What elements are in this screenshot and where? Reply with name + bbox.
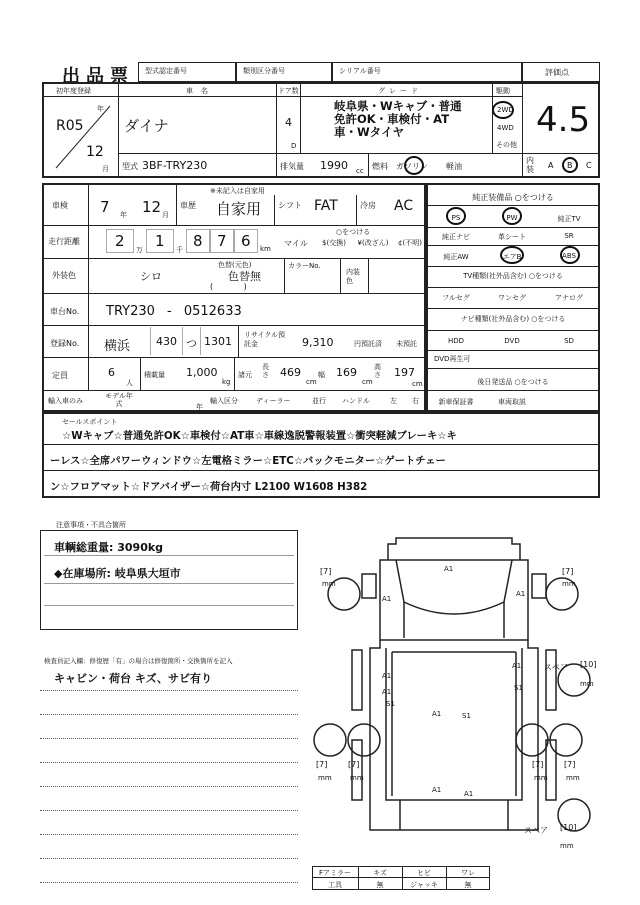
history-label: 車歴 bbox=[180, 201, 196, 210]
equip-ps-circle bbox=[446, 207, 466, 225]
model-year-label: モデル年式 bbox=[105, 392, 133, 408]
mileage-km: km bbox=[260, 245, 271, 253]
recycle-paid: 円預託済 bbox=[354, 340, 382, 348]
tv-full: フルセグ bbox=[442, 294, 470, 302]
recycle-value: 9,310 bbox=[302, 336, 334, 349]
fuel-circle bbox=[404, 156, 424, 175]
length-label: 長さ bbox=[262, 363, 269, 379]
load-value: 1,000 bbox=[186, 366, 218, 379]
tire-rr1-mm: mm bbox=[534, 774, 548, 782]
name-label: 車名 bbox=[186, 87, 216, 95]
doors-value: 4 bbox=[285, 116, 292, 129]
handle-label: ハンドル bbox=[342, 397, 370, 405]
history-note: ※未記入は自家用 bbox=[210, 187, 265, 195]
tire-rl2-mm: mm bbox=[350, 774, 364, 782]
tv-title: TV種類(社外品含む) ○をつける bbox=[463, 272, 563, 280]
spare-value-2: [10] bbox=[560, 823, 577, 832]
spare-mm-1: mm bbox=[580, 680, 594, 688]
spare-value-1: [10] bbox=[580, 660, 597, 669]
capacity-unit: 人 bbox=[126, 379, 133, 387]
equip-aw: 純正AW bbox=[443, 253, 469, 261]
dealer-option: ディーラー bbox=[256, 397, 291, 405]
exterior-color-label: 外装色 bbox=[52, 271, 76, 280]
height-unit: cm bbox=[412, 380, 423, 388]
tire-rl1-value: [7] bbox=[316, 760, 328, 769]
class-box bbox=[236, 62, 332, 82]
score-label: 評価点 bbox=[545, 68, 569, 77]
shaken-year-unit: 年 bbox=[120, 211, 127, 219]
width-value: 169 bbox=[336, 366, 357, 379]
equip-airbag: エアB bbox=[502, 253, 522, 261]
tire-rl2-value: [7] bbox=[348, 760, 360, 769]
after-warranty: 新車保証書 bbox=[438, 398, 474, 406]
drive-2wd: 2WD bbox=[497, 106, 514, 114]
serial-label: シリアル番号 bbox=[339, 67, 381, 75]
chassis-value: TRY230 - 0512633 bbox=[106, 304, 242, 319]
first-reg-year-unit: 年 bbox=[97, 105, 104, 113]
mileage-digit-5: 6 bbox=[241, 232, 251, 250]
shaken-label: 車検 bbox=[52, 201, 68, 210]
mark-a1-front-left: A1 bbox=[382, 595, 392, 603]
vehicle-name: ダイナ bbox=[124, 117, 169, 135]
equip-leather: 革シート bbox=[498, 233, 526, 241]
mark-a1-rear: A1 bbox=[432, 786, 442, 794]
exterior-color-value: シロ bbox=[140, 270, 162, 283]
light-oil-label: 軽油 bbox=[446, 162, 462, 171]
after-manual: 車両取説 bbox=[498, 398, 526, 406]
fuel-label: 燃料 bbox=[372, 162, 388, 171]
legend-v3: ジャッキ bbox=[410, 881, 438, 889]
load-label: 積載量 bbox=[144, 371, 165, 379]
reg-kana: つ bbox=[186, 337, 197, 350]
interior-label: 内装 bbox=[526, 156, 534, 174]
interior-grade-b: B bbox=[567, 161, 573, 170]
score-header bbox=[522, 62, 600, 82]
displacement-unit: cc bbox=[356, 167, 364, 175]
tire-rr2-value: [7] bbox=[564, 760, 576, 769]
mileage-circle-note: ○をつける bbox=[336, 228, 371, 236]
drive-other: その他 bbox=[496, 141, 517, 149]
height-value: 197 bbox=[394, 366, 415, 379]
doors-label: ドア数 bbox=[278, 87, 299, 95]
first-reg-month: 12 bbox=[86, 144, 104, 160]
class-label: 類別区分番号 bbox=[243, 67, 285, 75]
tire-fl-value: [7] bbox=[320, 567, 332, 576]
mark-s1-right: S1 bbox=[514, 684, 523, 692]
handle-right: 右 bbox=[412, 397, 419, 405]
mileage-opt-unknown: ¢(不明) bbox=[398, 239, 422, 247]
notes-location: ◆在庫場所: 岐阜県大垣市 bbox=[54, 567, 181, 580]
history-value: 自家用 bbox=[216, 200, 262, 218]
navi-dvd: DVD bbox=[504, 337, 520, 345]
interior-grade-c: C bbox=[586, 161, 592, 170]
tire-fr-mm: mm bbox=[562, 580, 576, 588]
equip-abs-circle bbox=[560, 246, 580, 264]
color-change-label: 色替(元色) bbox=[218, 261, 252, 269]
recycle-unpaid: 未預託 bbox=[396, 340, 417, 348]
legend-v1: 工具 bbox=[328, 881, 342, 889]
reg-label: 登録No. bbox=[50, 339, 80, 348]
reg-place: 横浜 bbox=[104, 339, 131, 354]
tire-fl-mm: mm bbox=[322, 580, 336, 588]
tire-rl1-mm: mm bbox=[318, 774, 332, 782]
score-value: 4.5 bbox=[536, 100, 591, 140]
dims-label: 諸元 bbox=[238, 371, 252, 379]
interior-grade-a: A bbox=[548, 161, 554, 170]
sales-label: セールスポイント bbox=[62, 418, 118, 426]
equip-pw: PW bbox=[506, 214, 518, 222]
spare-label-2: スペア bbox=[524, 826, 548, 835]
notes-weight: 車輌総重量: 3090kg bbox=[54, 541, 164, 554]
displacement-value: 1990 bbox=[320, 159, 348, 172]
drive-2wd-circle bbox=[492, 101, 514, 119]
inspector-note: キャビン・荷台 キズ、サビ有り bbox=[54, 672, 212, 685]
capacity-value: 6 bbox=[108, 366, 115, 379]
legend-h1: Fアミラー bbox=[318, 869, 352, 877]
notes-label: 注意事項・不具合箇所 bbox=[56, 521, 126, 529]
shaken-month: 12 bbox=[142, 198, 162, 216]
model-label: 型式 bbox=[122, 162, 138, 171]
equip-pw-circle bbox=[502, 207, 522, 225]
first-reg-label: 初年度登録 bbox=[56, 87, 91, 95]
grade-label: グレード bbox=[378, 87, 422, 95]
first-reg-month-unit: 月 bbox=[102, 165, 109, 173]
spare-label-1: スペア bbox=[544, 663, 568, 672]
color-change-value: 色替無 bbox=[228, 270, 261, 283]
interior-b-circle bbox=[562, 157, 578, 173]
displacement-label: 排気量 bbox=[280, 162, 304, 171]
sales-line-1: ☆Wキャブ☆普通免許OK☆車検付☆AT車☆車線逸脱警報装置☆衝突軽減ブレーキ☆キ bbox=[62, 430, 457, 442]
equip-sr: SR bbox=[564, 232, 574, 240]
inspector-label: 検査員記入欄：修復歴「有」の場合は修復箇所・交換箇所を記入 bbox=[44, 657, 233, 665]
import-year-unit: 年 bbox=[196, 403, 203, 411]
width-label: 幅 bbox=[318, 371, 325, 379]
shift-label: シフト bbox=[278, 201, 302, 210]
load-unit: kg bbox=[222, 378, 231, 386]
shaken-year: 7 bbox=[100, 198, 110, 216]
sales-line-3: ン☆フロアマット☆ドアバイザー☆荷台内寸 L2100 W1608 H382 bbox=[50, 481, 368, 493]
legend-v4: 無 bbox=[464, 881, 472, 889]
equip-tv: 純正TV bbox=[557, 215, 581, 223]
equip-abs: ABS bbox=[562, 252, 576, 260]
model-cert-label: 型式認定番号 bbox=[145, 67, 187, 75]
tire-rr1-value: [7] bbox=[532, 760, 544, 769]
cooler-label: 冷房 bbox=[360, 201, 376, 210]
shaken-month-unit: 月 bbox=[162, 211, 169, 219]
reg-class: 430 bbox=[156, 335, 177, 348]
first-reg-era: R05 bbox=[56, 118, 84, 134]
legend-h2: キズ bbox=[373, 869, 387, 877]
page-title: 出品票 bbox=[62, 66, 134, 87]
import-label: 輸入車のみ bbox=[48, 397, 83, 405]
shift-value: FAT bbox=[314, 198, 338, 214]
legend-h4: ワレ bbox=[461, 869, 475, 877]
equip-navi: 純正ナビ bbox=[442, 233, 470, 241]
after-title: 後日発送品 ○をつける bbox=[477, 378, 549, 386]
import-class-label: 輸入区分 bbox=[210, 397, 238, 405]
mileage-sen: 千 bbox=[176, 246, 183, 254]
mileage-label: 走行距離 bbox=[48, 237, 80, 246]
dvd-play-label: DVD再生可 bbox=[434, 355, 471, 363]
mark-a1-front-top: A1 bbox=[444, 565, 454, 573]
drive-label: 駆動 bbox=[496, 87, 510, 95]
capacity-label: 定員 bbox=[52, 371, 68, 380]
interior-color-label: 内装色 bbox=[346, 268, 360, 285]
drive-4wd: 4WD bbox=[497, 124, 514, 132]
color-no-label: カラーNo. bbox=[288, 262, 321, 270]
model-cert-box bbox=[138, 62, 236, 82]
handle-left: 左 bbox=[390, 397, 397, 405]
mark-a1-bed-center: A1 bbox=[432, 710, 442, 718]
mark-a1-rear-right: A1 bbox=[464, 790, 474, 798]
mileage-digit-4: 7 bbox=[217, 232, 227, 250]
navi-sd: SD bbox=[564, 337, 574, 345]
tire-rr2-mm: mm bbox=[566, 774, 580, 782]
mileage-digit-1: 2 bbox=[115, 232, 125, 250]
chassis-label: 車台No. bbox=[50, 307, 80, 316]
mark-a1-left-2: A1 bbox=[382, 688, 392, 696]
mark-a1-front-right: A1 bbox=[516, 590, 526, 598]
spare-mm-2: mm bbox=[560, 842, 574, 850]
mark-a1-right-1: A1 bbox=[512, 662, 522, 670]
length-value: 469 bbox=[280, 366, 301, 379]
doors-d: D bbox=[291, 142, 297, 150]
mileage-type-label: マイル bbox=[284, 239, 308, 248]
equipment-title: 純正装備品 ○をつける bbox=[472, 193, 554, 202]
navi-title: ナビ種類(社外品含む) ○をつける bbox=[460, 315, 566, 323]
tire-fr-value: [7] bbox=[562, 567, 574, 576]
color-paren: ( ) bbox=[210, 282, 247, 291]
legend-h3: ヒビ bbox=[417, 869, 431, 877]
tv-one: ワンセグ bbox=[498, 294, 526, 302]
mark-s1-left: S1 bbox=[386, 700, 395, 708]
cooler-value: AC bbox=[394, 198, 414, 214]
tv-analog: アナログ bbox=[555, 294, 583, 302]
mileage-man: 万 bbox=[136, 246, 143, 254]
mark-s1-bed-center: S1 bbox=[462, 712, 471, 720]
legend-v2: 無 bbox=[376, 881, 384, 889]
parallel-option: 並行 bbox=[312, 397, 326, 405]
length-unit: cm bbox=[306, 378, 317, 386]
recycle-label: リサイクル預託金 bbox=[244, 331, 286, 348]
equip-airbag-circle bbox=[500, 246, 524, 264]
fuel-value: ガソリン bbox=[396, 162, 428, 171]
mileage-digit-2: 1 bbox=[155, 232, 165, 250]
navi-hdd: HDD bbox=[447, 337, 465, 345]
reg-num: 1301 bbox=[204, 335, 232, 348]
mileage-opt-tamper: ¥(改ざん) bbox=[357, 239, 389, 247]
sales-line-2: ーレス☆全席パワーウィンドウ☆左電格ミラー☆ETC☆バックモニター☆ゲートチェー bbox=[50, 455, 446, 467]
grade-text: 岐阜県・Wキャブ・普通免許OK・車検付・AT車・Wタイヤ bbox=[334, 99, 462, 139]
height-label: 高さ bbox=[374, 363, 381, 379]
mark-a1-left-1: A1 bbox=[382, 672, 392, 680]
vehicle-diagram bbox=[300, 530, 600, 865]
equip-ps: PS bbox=[451, 214, 461, 222]
width-unit: cm bbox=[362, 378, 373, 386]
mileage-opt-replace: $(交換) bbox=[322, 239, 346, 247]
serial-box bbox=[332, 62, 522, 82]
mileage-digit-3: 8 bbox=[193, 232, 203, 250]
model-value: 3BF-TRY230 bbox=[142, 159, 208, 172]
